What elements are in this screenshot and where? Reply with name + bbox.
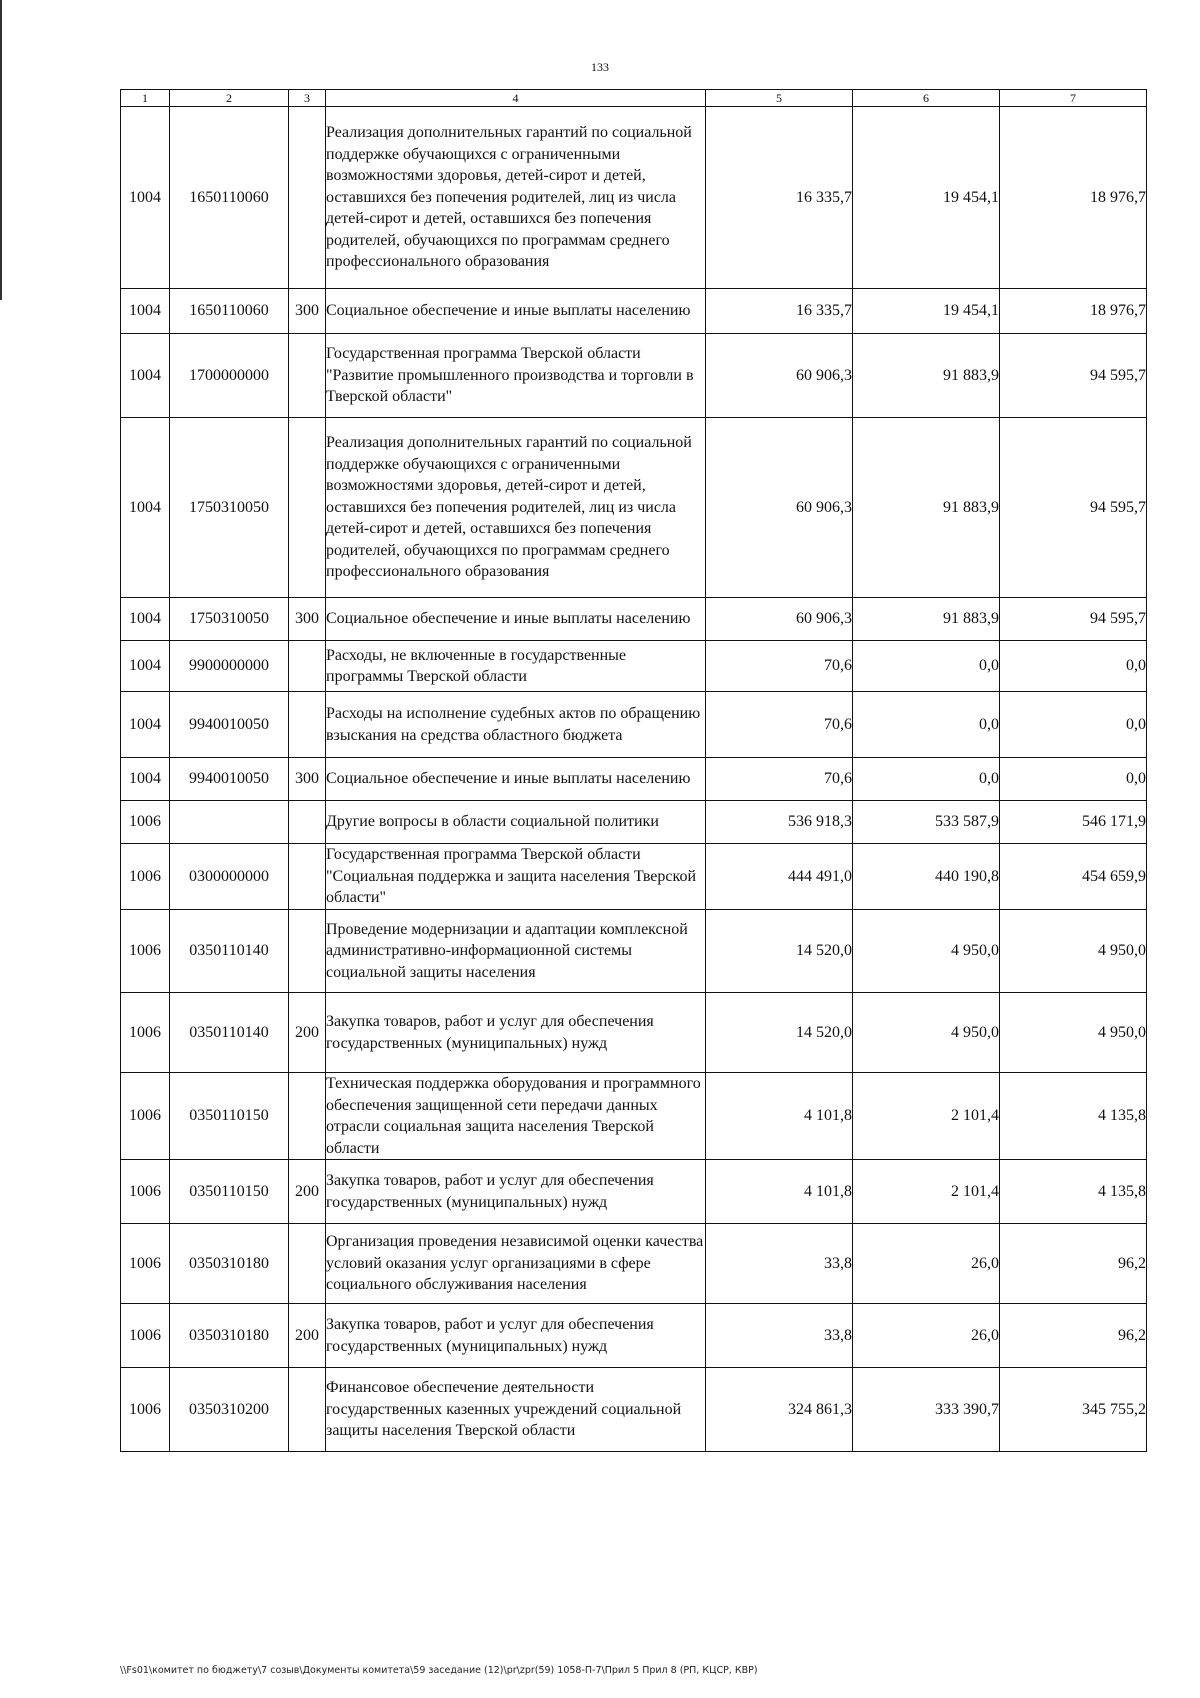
cell-target-article: 1650110060 <box>170 107 289 289</box>
cell-name: Реализация дополнительных гарантий по социальной поддержке обучающихся с ограниченными возможностями здоровья, детей-сирот и детей, оставшихся без попечения родителей, лиц из числа детей-сирот и детей, оставшихся без попечения родителей, обучающихся по программам среднего профессионального образования <box>326 107 706 289</box>
cell-amount-year2: 91 883,9 <box>853 418 1000 598</box>
cell-amount-year2: 19 454,1 <box>853 107 1000 289</box>
cell-amount-year3: 546 171,9 <box>1000 801 1147 844</box>
table-row <box>121 334 1147 418</box>
cell-target-article <box>170 801 289 844</box>
cell-section: 1004 <box>121 641 170 692</box>
table-row <box>121 598 1147 641</box>
cell-section: 1006 <box>121 1160 170 1224</box>
cell-amount-year3: 96,2 <box>1000 1304 1147 1368</box>
cell-amount-year2: 0,0 <box>853 758 1000 801</box>
cell-target-article: 0300000000 <box>170 844 289 910</box>
table-row <box>121 289 1147 334</box>
cell-target-article: 0350110140 <box>170 993 289 1073</box>
cell-amount-year1: 70,6 <box>706 641 853 692</box>
cell-expense-type <box>289 334 326 418</box>
table-row <box>121 844 1147 910</box>
cell-section: 1004 <box>121 334 170 418</box>
cell-amount-year1: 4 101,8 <box>706 1160 853 1224</box>
cell-amount-year2: 91 883,9 <box>853 598 1000 641</box>
cell-amount-year2: 333 390,7 <box>853 1368 1000 1452</box>
cell-section: 1004 <box>121 758 170 801</box>
column-header: 4 <box>326 90 706 107</box>
table-row <box>121 910 1147 993</box>
table-row <box>121 1304 1147 1368</box>
cell-name: Техническая поддержка оборудования и программного обеспечения защищенной сети передачи данных отрасли социальная защита населения Тверской области <box>326 1073 706 1160</box>
cell-expense-type <box>289 692 326 758</box>
cell-section: 1006 <box>121 1073 170 1160</box>
cell-amount-year2: 533 587,9 <box>853 801 1000 844</box>
cell-expense-type <box>289 1368 326 1452</box>
cell-name: Финансовое обеспечение деятельности государственных казенных учреждений социальной защиты населения Тверской области <box>326 1368 706 1452</box>
cell-section: 1006 <box>121 910 170 993</box>
cell-amount-year1: 14 520,0 <box>706 993 853 1073</box>
table-row <box>121 1224 1147 1304</box>
cell-amount-year1: 16 335,7 <box>706 289 853 334</box>
cell-expense-type <box>289 107 326 289</box>
cell-target-article: 1700000000 <box>170 334 289 418</box>
table-row <box>121 692 1147 758</box>
cell-target-article: 9940010050 <box>170 758 289 801</box>
cell-target-article: 0350110150 <box>170 1160 289 1224</box>
cell-expense-type <box>289 1224 326 1304</box>
cell-section: 1006 <box>121 993 170 1073</box>
cell-target-article: 1750310050 <box>170 598 289 641</box>
cell-amount-year3: 4 135,8 <box>1000 1160 1147 1224</box>
cell-section: 1004 <box>121 418 170 598</box>
cell-amount-year2: 91 883,9 <box>853 334 1000 418</box>
cell-target-article: 0350310180 <box>170 1304 289 1368</box>
cell-amount-year2: 19 454,1 <box>853 289 1000 334</box>
cell-expense-type <box>289 844 326 910</box>
cell-section: 1004 <box>121 692 170 758</box>
table-body <box>121 107 1147 1452</box>
cell-amount-year3: 18 976,7 <box>1000 107 1147 289</box>
table-row <box>121 758 1147 801</box>
table-row <box>121 993 1147 1073</box>
cell-section: 1004 <box>121 107 170 289</box>
cell-expense-type: 200 <box>289 1304 326 1368</box>
cell-section: 1006 <box>121 1368 170 1452</box>
cell-name: Государственная программа Тверской области "Развитие промышленного производства и торговли в Тверской области" <box>326 334 706 418</box>
table-row <box>121 418 1147 598</box>
cell-amount-year3: 4 135,8 <box>1000 1073 1147 1160</box>
cell-amount-year3: 94 595,7 <box>1000 418 1147 598</box>
cell-section: 1004 <box>121 289 170 334</box>
cell-amount-year3: 94 595,7 <box>1000 334 1147 418</box>
cell-section: 1006 <box>121 1304 170 1368</box>
table-row <box>121 1073 1147 1160</box>
cell-amount-year3: 454 659,9 <box>1000 844 1147 910</box>
cell-amount-year3: 0,0 <box>1000 692 1147 758</box>
cell-target-article: 0350310180 <box>170 1224 289 1304</box>
cell-name: Другие вопросы в области социальной политики <box>326 801 706 844</box>
cell-amount-year3: 96,2 <box>1000 1224 1147 1304</box>
cell-amount-year1: 70,6 <box>706 758 853 801</box>
cell-section: 1006 <box>121 1224 170 1304</box>
cell-expense-type: 200 <box>289 993 326 1073</box>
cell-amount-year2: 26,0 <box>853 1224 1000 1304</box>
cell-name: Социальное обеспечение и иные выплаты населению <box>326 598 706 641</box>
column-header: 1 <box>121 90 170 107</box>
cell-expense-type <box>289 801 326 844</box>
budget-table <box>120 89 1147 1452</box>
cell-name: Закупка товаров, работ и услуг для обеспечения государственных (муниципальных) нужд <box>326 1160 706 1224</box>
cell-name: Государственная программа Тверской области "Социальная поддержка и защита населения Тверской области" <box>326 844 706 910</box>
cell-expense-type <box>289 418 326 598</box>
cell-amount-year2: 4 950,0 <box>853 910 1000 993</box>
table-row <box>121 801 1147 844</box>
cell-target-article: 1750310050 <box>170 418 289 598</box>
cell-target-article: 1650110060 <box>170 289 289 334</box>
cell-amount-year1: 536 918,3 <box>706 801 853 844</box>
cell-amount-year3: 18 976,7 <box>1000 289 1147 334</box>
header-row <box>121 90 1147 107</box>
table-row <box>121 107 1147 289</box>
cell-expense-type: 300 <box>289 758 326 801</box>
cell-amount-year3: 4 950,0 <box>1000 993 1147 1073</box>
cell-section: 1006 <box>121 844 170 910</box>
cell-amount-year1: 60 906,3 <box>706 334 853 418</box>
cell-amount-year3: 0,0 <box>1000 758 1147 801</box>
cell-section: 1006 <box>121 801 170 844</box>
table-row <box>121 641 1147 692</box>
cell-target-article: 0350110140 <box>170 910 289 993</box>
cell-expense-type: 300 <box>289 598 326 641</box>
cell-amount-year1: 60 906,3 <box>706 418 853 598</box>
scan-edge-mark <box>0 0 2 300</box>
column-header: 6 <box>853 90 1000 107</box>
cell-expense-type: 200 <box>289 1160 326 1224</box>
column-header: 2 <box>170 90 289 107</box>
cell-expense-type <box>289 1073 326 1160</box>
cell-amount-year2: 2 101,4 <box>853 1160 1000 1224</box>
cell-amount-year3: 0,0 <box>1000 641 1147 692</box>
cell-amount-year2: 0,0 <box>853 641 1000 692</box>
cell-amount-year3: 94 595,7 <box>1000 598 1147 641</box>
cell-expense-type: 300 <box>289 289 326 334</box>
cell-name: Реализация дополнительных гарантий по социальной поддержке обучающихся с ограниченными возможностями здоровья, детей-сирот и детей, оставшихся без попечения родителей, лиц из числа детей-сирот и детей, оставшихся без попечения родителей, обучающихся по программам среднего профессионального образования <box>326 418 706 598</box>
cell-amount-year1: 70,6 <box>706 692 853 758</box>
cell-amount-year2: 4 950,0 <box>853 993 1000 1073</box>
cell-name: Социальное обеспечение и иные выплаты населению <box>326 289 706 334</box>
cell-amount-year1: 324 861,3 <box>706 1368 853 1452</box>
cell-target-article: 0350110150 <box>170 1073 289 1160</box>
page-number: 133 <box>591 60 609 74</box>
file-path-footer: \\Fs01\комитет по бюджету\7 созыв\Документы комитета\59 заседание (12)\pr\zpr(59) 1058-П-7\Прил 5 Прил 8 (РП, КЦСР, КВР) <box>120 1665 758 1676</box>
cell-target-article: 9900000000 <box>170 641 289 692</box>
cell-name: Закупка товаров, работ и услуг для обеспечения государственных (муниципальных) нужд <box>326 1304 706 1368</box>
cell-amount-year2: 26,0 <box>853 1304 1000 1368</box>
column-header: 3 <box>289 90 326 107</box>
cell-section: 1004 <box>121 598 170 641</box>
cell-target-article: 0350310200 <box>170 1368 289 1452</box>
cell-name: Проведение модернизации и адаптации комплексной административно-информационной системы социальной защиты населения <box>326 910 706 993</box>
cell-amount-year1: 33,8 <box>706 1304 853 1368</box>
table-row <box>121 1160 1147 1224</box>
cell-amount-year3: 4 950,0 <box>1000 910 1147 993</box>
cell-amount-year1: 4 101,8 <box>706 1073 853 1160</box>
cell-name: Социальное обеспечение и иные выплаты населению <box>326 758 706 801</box>
cell-expense-type <box>289 910 326 993</box>
column-header: 7 <box>1000 90 1147 107</box>
cell-amount-year2: 440 190,8 <box>853 844 1000 910</box>
cell-name: Организация проведения независимой оценки качества условий оказания услуг организациями в сфере социального обслуживания населения <box>326 1224 706 1304</box>
cell-amount-year1: 16 335,7 <box>706 107 853 289</box>
cell-target-article: 9940010050 <box>170 692 289 758</box>
cell-name: Закупка товаров, работ и услуг для обеспечения государственных (муниципальных) нужд <box>326 993 706 1073</box>
column-header: 5 <box>706 90 853 107</box>
cell-amount-year1: 14 520,0 <box>706 910 853 993</box>
cell-expense-type <box>289 641 326 692</box>
cell-amount-year2: 2 101,4 <box>853 1073 1000 1160</box>
cell-amount-year1: 60 906,3 <box>706 598 853 641</box>
cell-name: Расходы, не включенные в государственные программы Тверской области <box>326 641 706 692</box>
cell-name: Расходы на исполнение судебных актов по обращению взыскания на средства областного бюджета <box>326 692 706 758</box>
table-row <box>121 1368 1147 1452</box>
cell-amount-year1: 444 491,0 <box>706 844 853 910</box>
cell-amount-year1: 33,8 <box>706 1224 853 1304</box>
cell-amount-year2: 0,0 <box>853 692 1000 758</box>
cell-amount-year3: 345 755,2 <box>1000 1368 1147 1452</box>
